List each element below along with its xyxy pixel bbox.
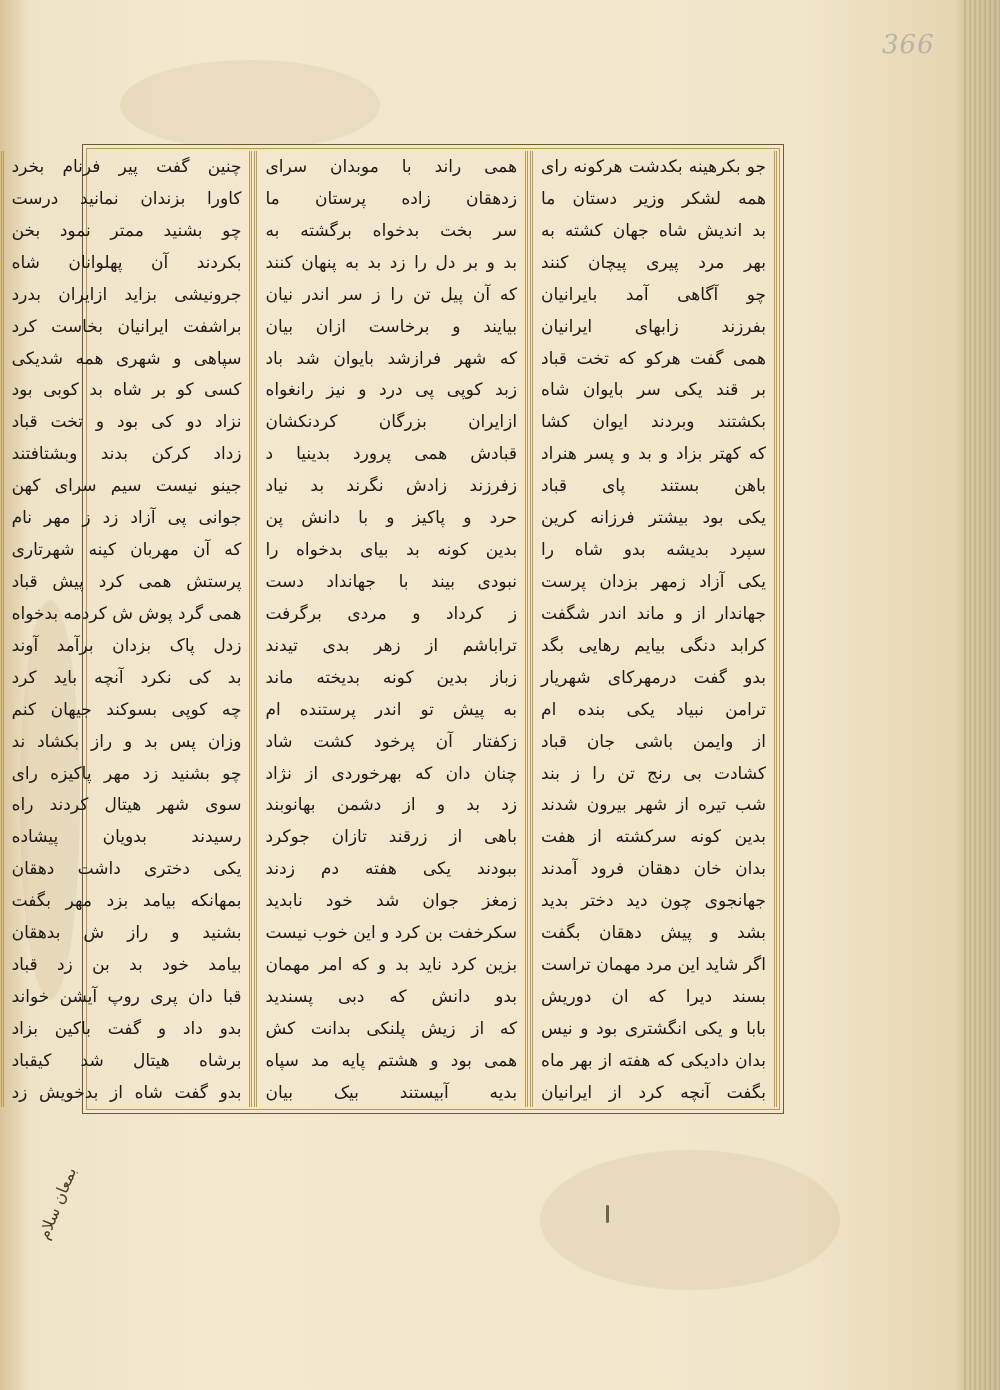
verse-line: زداد کرکن بدند وبشتافتند (11, 444, 242, 465)
verse-line: ازایران بزرگان کردنکشان (265, 412, 518, 433)
verse-line: باهن بستند پای قباد (541, 476, 766, 497)
verse-line: چو بشنید زد مهر پاکیزه رای (11, 763, 242, 784)
paper-stain (120, 60, 380, 150)
verse-line: چو بشنید ممتر نمود بخن (11, 220, 242, 241)
verse-line: از وایمن باشی جان قباد (541, 731, 766, 752)
verse-line: بیایند و برخاست ازان بیان (265, 316, 518, 337)
folio-number: 366 (882, 30, 935, 60)
verse-line: یکی آزاد زمهر بزدان پرست (541, 571, 766, 592)
verse-line: وزان پس بد و راز بکشاد ند (11, 731, 242, 752)
verse-line: بد اندیش شاه جهان کشته به (541, 220, 766, 241)
verse-line: زمغز جوان شد خود نابدید (265, 891, 518, 912)
verse-column-3 (1, 151, 253, 1107)
verse-line: بسند دیرا که ان دوریش (541, 986, 766, 1007)
verse-line: براشفت ایرانیان بخاست کرد (11, 316, 242, 337)
verse-line: بیامد خود بد بن زد قباد (11, 955, 242, 976)
verse-line: سپرد بدیشه بدو شاه را (541, 540, 766, 561)
verse-line: چه کوپی بسوکند جیهان کنم (11, 699, 242, 720)
verse-line: بفرزند زابهای ایرانیان (541, 316, 766, 337)
verse-line: قبا دان پری روپ آیشن خواند (11, 986, 242, 1007)
verse-line: زدل پاک بزدان برآمد آوند (11, 635, 242, 656)
verse-line: بشنید و راز ش بدهقان (11, 923, 242, 944)
verse-line: چنان دان که بهرخوردی از نژاد (265, 763, 518, 784)
verse-line: که آن پیل تن را ز سر اندر نیان (265, 284, 518, 305)
verse-line: چو آگاهی آمد بایرانیان (541, 284, 766, 305)
verse-line: زکفتار آن پرخود کشت شاد (265, 731, 518, 752)
verse-line: که کهتر بزاد و بد و پسر هنراد (541, 444, 766, 465)
page-edges (962, 0, 1000, 1390)
verse-line: یکی بود بیشتر فرزانه کرین (541, 508, 766, 529)
verse-line: جهاندار از و ماند اندر شگفت (541, 603, 766, 624)
verse-line: بابا و یکی انگشتری بود و نیس (541, 1018, 766, 1039)
verse-line: زبد کوپی پی درد و نیز رانغواه (265, 380, 518, 401)
verse-line: کرابد دنگی بیایم رهایی بگد (541, 635, 766, 656)
verse-line: پرستش همی کرد پیش قباد (11, 571, 242, 592)
verse-line: تراباشم از زهر بدی تیدند (265, 635, 518, 656)
verse-line: حرد و پاکیز و با دانش پن (265, 508, 518, 529)
verse-line: جینو نیست سیم سرای کهن (11, 476, 242, 497)
paper-stain (540, 1150, 840, 1290)
verse-line: به پیش تو اندر پرستنده ام (265, 699, 518, 720)
verse-line: برشاه هیتال شد کیقباد (11, 1050, 242, 1071)
verse-line: بهر مرد پیری پیچان کنند (541, 252, 766, 273)
verse-line: بگفت آنچه کرد از ایرانیان (541, 1082, 766, 1103)
verse-line: که آن مهربان کینه شهرتاری (11, 540, 242, 561)
verse-line: بدیه آبیستند بیک بیان (265, 1082, 518, 1103)
verse-line: قبادش همی پرورد بدینیا د (265, 444, 518, 465)
verse-line: چنین گفت پیر فرنام بخرد (11, 157, 242, 177)
verse-line: بشد و پیش دهقان بگفت (541, 923, 766, 944)
verse-line: که شهر فرازشد بایوان شد باد (265, 348, 518, 369)
verse-line: زد بد و از دشمن بهانوبند (265, 795, 518, 816)
verse-line: جهانجوی چون دید دختر بدید (541, 891, 766, 912)
verse-line: همی بود و هشتم پایه مد سپاه (265, 1050, 518, 1071)
verse-line: همی گفت هرکو که تخت قباد (541, 348, 766, 369)
verse-line: نزاد دو کی بود و تخت قباد (11, 412, 242, 433)
verse-line: سر بخت بدخواه برگشته به (265, 220, 518, 241)
verse-line: رسیدند بدویان پیشاده (11, 827, 242, 848)
verse-line: بر قند یکی سر بایوان شاه (541, 380, 766, 401)
verse-line: همی راند با موبدان سرای (265, 157, 518, 177)
verse-line: ز کرداد و مردی برگرفت (265, 603, 518, 624)
verse-column-1 (530, 151, 777, 1107)
verse-line: که از زیش پلنکی بدانت کش (265, 1018, 518, 1039)
verse-line: سکرخفت بن کرد و این خوب نیست (265, 923, 518, 944)
verse-line: ببودند یکی هفته دم زدند (265, 859, 518, 880)
verse-line: زباز بدین کونه بدیخته ماند (265, 667, 518, 688)
verse-line: اگر شاید این مرد مهمان تراست (541, 955, 766, 976)
verse-line: شب تیره از شهر بیرون شدند (541, 795, 766, 816)
verse-line: نبودی بیند با جهانداد دست (265, 571, 518, 592)
verse-line: بدو دانش که دبی پسندید (265, 986, 518, 1007)
verse-line: بدین کونه بد بیای بدخواه را (265, 540, 518, 561)
verse-line: بزین کرد ناید بد و که امر مهمان (265, 955, 518, 976)
verse-line: جوانی پی آزاد زد ز مهر نام (11, 508, 242, 529)
margin-note: بمعان سلام (34, 1164, 81, 1243)
verse-line: همه لشکر وزیر دستان ما (541, 188, 766, 209)
verse-line: سوی شهر هیتال کردند راه (11, 795, 242, 816)
verse-line: بدان دادیکی که هفته از بهر ماه (541, 1050, 766, 1071)
verse-line: همی گرد پوش ش کردمه بدخواه (11, 603, 242, 624)
verse-line: جو بکرهینه بکدشت هرکونه رای (541, 157, 766, 177)
verse-line: زفرزند زادش نگرند بد نیاد (265, 476, 518, 497)
verse-line: کسی کو بر شاه بد کوبی بود (11, 380, 242, 401)
verse-line: سپاهی و شهری همه شدیکی (11, 348, 242, 369)
verse-line: بدو داد و گفت باکین بزاد (11, 1018, 242, 1039)
verse-column-2 (254, 151, 528, 1107)
verse-line: زدهقان زاده پرستان ما (265, 188, 518, 209)
verse-line: بمهانکه بیامد بزد مهر بگفت (11, 891, 242, 912)
verse-line: باهی از زرقند تازان جوکرد (265, 827, 518, 848)
verse-line: بدو گفت شاه از بدخویش زد (11, 1082, 242, 1103)
verse-line: یکی دختری داشت دهقان (11, 859, 242, 880)
verse-line: بکشتند وبردند ایوان کشا (541, 412, 766, 433)
verse-line: بکردند آن پهلوانان شاه (11, 252, 242, 273)
verse-line: ترامن نبیاد یکی بنده ام (541, 699, 766, 720)
verse-line: بدین کونه سرکشته از هفت (541, 827, 766, 848)
verse-line: جرونیشی بزاید ازایران بدرد (11, 284, 242, 305)
verse-line: کشادت بی رنج تن را ز بند (541, 763, 766, 784)
verse-line: بدان خان دهقان فرود آمدند (541, 859, 766, 880)
verse-line: بدو گفت درمهرکای شهریار (541, 667, 766, 688)
verse-columns (11, 151, 777, 1107)
text-block-frame (11, 144, 784, 1114)
verse-line: کاورا بزندان نمانید درست (11, 188, 242, 209)
verse-line: بد و بر دل را زد بد به پنهان کنند (265, 252, 518, 273)
verse-line: بد کی نکرد آنچه باید کرد (11, 667, 242, 688)
ink-mark (606, 1205, 609, 1223)
